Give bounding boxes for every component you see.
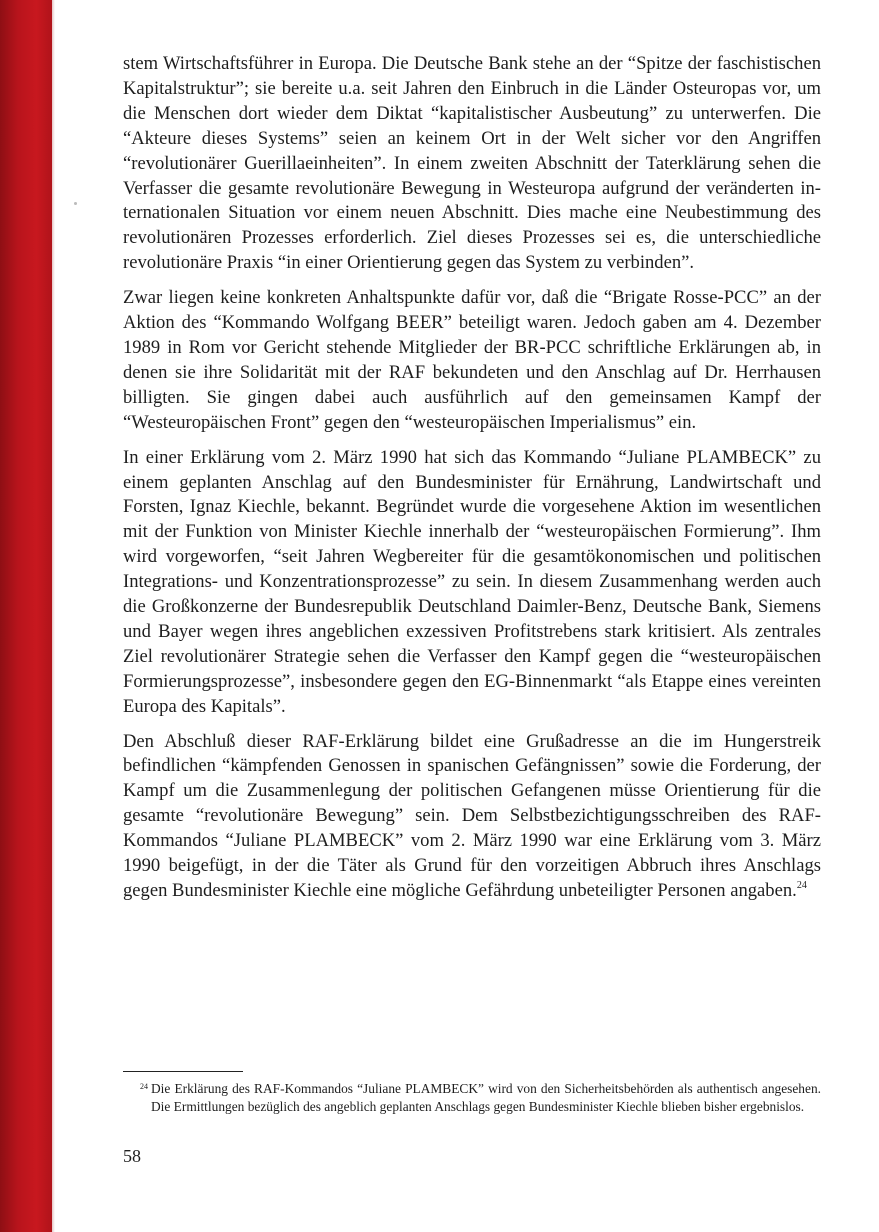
paragraph-2: Zwar liegen keine konkreten Anhaltspunkte dafür vor, daß die “Brigate Rosse-PCC” an der Aktion des “Kommando Wolfgang BEER” beteiligt waren. Jedoch gaben am 4. Dezember 1989 in Rom vor Gericht stehende Mitglieder der BR-PCC schriftliche Erklärungen ab, in denen sie ihre Solidarität mit der RAF bekundeten und den Anschlag auf Dr. Herrhausen billigten. Sie gingen dabei auch ausführlich auf den gemeinsamen Kampf der “Westeuropäischen Front” gegen den “westeuropäischen Imperialismus” ein. xyxy=(123,287,821,433)
paragraph-4 xyxy=(123,730,821,904)
page-body xyxy=(123,52,821,914)
paragraph-4-text: Den Abschluß dieser RAF-Erklärung bildet eine Grußadresse an die im Hungerstreik befindlichen “kämpfenden Genossen in spanischen Gefängnissen” sowie die Forderung, der Kampf um die Zusammenlegung der politischen Gefangenen müsse Orientierung für die gesamte “revolutionäre Bewegung” sein. Dem Selbstbezichtigungsschreiben des RAF-Kommandos “Juliane PLAMBECK” vom 2. März 1990 war eine Erklärung vom 3. März 1990 beigefügt, in der die Täter als Grund für den vorzeitigen Abbruch ihres Anschlags gegen Bundesminister Kiechle eine mögliche Gefährdung unbeteiligter Personen angaben. xyxy=(123,730,821,901)
footnote xyxy=(123,1080,821,1116)
page-number: 58 xyxy=(123,1146,141,1166)
scan-speck xyxy=(74,202,77,205)
footnote-divider xyxy=(123,1071,243,1072)
footnote-text: Die Erklärung des RAF-Kommandos “Juliane PLAMBECK” wird von den Sicherheitsbehörden als authentisch angesehen. Die Ermittlungen bezüglich des angeblich geplanten Anschlags gegen Bundesminister Kiechle blieben bisher ergebnislos. xyxy=(151,1081,821,1114)
red-margin-strip xyxy=(0,0,52,1232)
footnote-number: 24 xyxy=(140,1082,148,1091)
paragraph-3: In einer Erklärung vom 2. März 1990 hat sich das Kommando “Juliane PLAMBECK” zu einem geplanten Anschlag auf den Bundesminister für Ernährung, Landwirtschaft und Forsten, Ignaz Kiechle, bekannt. Begründet wurde die vorgesehene Aktion im wesentlichen mit der Funktion von Minister Kiechle innerhalb der “westeuropäischen Formierung”. Ihm wird vorgeworfen, “seit Jahren Wegbereiter für die gesamtökonomischen und politischen Integrations- und Konzentrationsprozesse” zu sein. In diesem Zusammenhang werden auch die Großkonzerne der Bundesrepublik Deutschland Daimler-Benz, Deutsche Bank, Siemens und Bayer wegen ihres angeblichen exzessiven Profitstrebens stark kritisiert. Als zentrales Ziel revolutionärer Strategie sehen die Verfasser den Kampf gegen die “westeuropäischen Formierungsprozesse”, insbesondere gegen den EG-Binnenmarkt “als Etappe eines vereinten Europa des Kapitals”. xyxy=(123,446,821,717)
paragraph-1: stem Wirtschaftsführer in Europa. Die Deutsche Bank stehe an der “Spitze der faschistischen Kapitalstruktur”; sie bereite u.a. seit Jahren den Einbruch in die Länder Osteuropas vor, um die Menschen dort wieder dem Diktat “kapitalistischer Ausbeutung” zu unterwerfen. Die “Akteure dieses Systems” seien an keinem Ort in der Welt sicher vor den Angriffen “revolutionärer Guerillaeinheiten”. In einem zweiten Abschnitt der Taterklärung sehen die Verfasser die gesamte revolutionäre Bewegung in Westeuropa aufgrund der veränderten internationalen Situation vor einem neuen Abschnitt. Dies mache eine Neubestimmung des revolutionären Prozesses erforderlich. Ziel dieses Prozesses sei es, die unterschiedliche revolutionäre Praxis “in einer Orientierung gegen das System zu verbinden”. xyxy=(123,53,821,274)
footnote-reference: 24 xyxy=(796,880,807,891)
